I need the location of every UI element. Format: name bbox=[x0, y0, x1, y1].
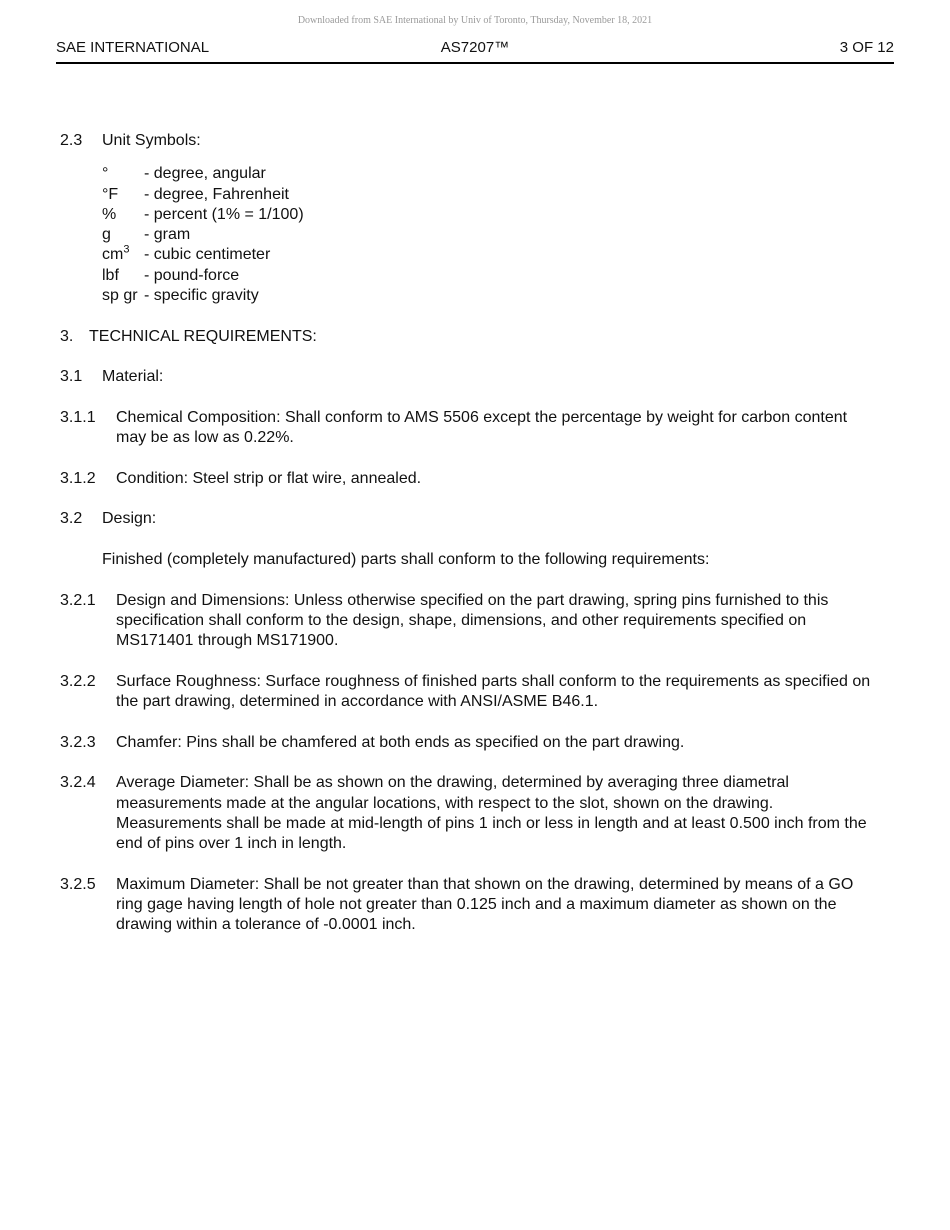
unit-symbol-row bbox=[60, 286, 880, 306]
unit-description: - percent (1% = 1/100) bbox=[144, 205, 304, 223]
section-3-2-2 bbox=[60, 672, 880, 713]
section-title: Design: bbox=[102, 510, 157, 528]
section-number: 3.2.3 bbox=[60, 733, 96, 751]
header-page-number: 3 OF 12 bbox=[839, 39, 894, 56]
unit-symbol-row bbox=[60, 225, 880, 245]
section-number: 3.2 bbox=[60, 510, 83, 528]
section-text: Maximum Diameter: Shall be not greater than that shown on the drawing, determined by means of a GO ring gage having length of hole not greater than 0.125 inch and a maximum diameter as shown on the drawing within a tolerance of -0.0001 inch. bbox=[116, 875, 854, 934]
section-3-2-3 bbox=[60, 733, 880, 753]
section-text: Chamfer: Pins shall be chamfered at both ends as specified on the part drawing. bbox=[116, 733, 685, 751]
section-3-1-2 bbox=[60, 469, 880, 489]
section-number: 3.2.4 bbox=[60, 774, 96, 792]
section-3-2-1 bbox=[60, 591, 880, 652]
section-3-heading bbox=[60, 327, 880, 347]
unit-description: - gram bbox=[144, 226, 191, 244]
unit-description: - cubic centimeter bbox=[144, 246, 271, 264]
unit-symbol: lbf bbox=[102, 266, 119, 284]
section-intro-text: Finished (completely manufactured) parts shall conform to the following requirements: bbox=[102, 550, 710, 568]
unit-symbol: % bbox=[102, 205, 117, 223]
unit-description: - degree, Fahrenheit bbox=[144, 185, 289, 203]
unit-symbol-row bbox=[60, 245, 880, 265]
section-number: 3.2.5 bbox=[60, 875, 96, 893]
unit-symbol-base: cm bbox=[102, 246, 124, 264]
section-3-2-4 bbox=[60, 773, 880, 854]
unit-symbol-row bbox=[60, 205, 880, 225]
header-doc-number: AS7207™ bbox=[440, 39, 510, 56]
section-number: 3. bbox=[60, 327, 74, 345]
section-title: Material: bbox=[102, 368, 164, 386]
unit-symbol bbox=[102, 245, 129, 265]
section-number: 3.1.1 bbox=[60, 408, 96, 426]
section-title: Unit Symbols: bbox=[102, 132, 201, 149]
page-header bbox=[56, 38, 894, 64]
section-3-1-heading bbox=[60, 367, 880, 387]
section-3-2-5 bbox=[60, 875, 880, 936]
section-text: Surface Roughness: Surface roughness of finished parts shall conform to the requirements as specified on the part drawing, determined in accordance with ANSI/ASME B46.1. bbox=[116, 672, 871, 711]
section-number: 2.3 bbox=[60, 132, 83, 149]
download-watermark: Downloaded from SAE International by Univ of Toronto, Thursday, November 18, 2021 bbox=[297, 15, 653, 26]
unit-symbol: sp gr bbox=[102, 287, 138, 305]
section-number: 3.2.1 bbox=[60, 591, 96, 609]
document-body bbox=[60, 131, 880, 936]
unit-symbol: ° bbox=[102, 165, 109, 183]
unit-description: - pound-force bbox=[144, 266, 240, 284]
section-text: Condition: Steel strip or flat wire, annealed. bbox=[116, 469, 422, 487]
unit-symbol-row bbox=[60, 185, 880, 205]
section-number: 3.1.2 bbox=[60, 469, 96, 487]
section-title: TECHNICAL REQUIREMENTS: bbox=[89, 327, 317, 345]
section-2-3-heading bbox=[60, 131, 880, 151]
section-text: Chemical Composition: Shall conform to AMS 5506 except the percentage by weight for carbon content may be as low as 0.22%. bbox=[116, 408, 848, 447]
section-3-2-intro bbox=[60, 550, 880, 570]
section-number: 3.2.2 bbox=[60, 672, 96, 690]
unit-description: - specific gravity bbox=[144, 287, 259, 305]
unit-symbol-exponent: 3 bbox=[123, 244, 130, 257]
header-org: SAE INTERNATIONAL bbox=[56, 39, 210, 56]
unit-symbol-row bbox=[60, 164, 880, 184]
unit-symbol: g bbox=[102, 226, 111, 244]
unit-description: - degree, angular bbox=[144, 165, 266, 183]
section-3-2-heading bbox=[60, 509, 880, 529]
section-text: Design and Dimensions: Unless otherwise specified on the part drawing, spring pins furnished to this specification shall conform to the design, shape, dimensions, and other requirements specified on MS171401 through MS171900. bbox=[116, 591, 829, 650]
unit-symbol: °F bbox=[102, 185, 119, 203]
unit-symbol-row bbox=[60, 266, 880, 286]
section-text: Average Diameter: Shall be as shown on the drawing, determined by averaging three diametral measurements made at the angular locations, with respect to the slot, shown on the drawing. Measurements shall be made at mid-length of pins 1 inch or less in length and at least 0.500 inch from the end of pins over 1 inch in length. bbox=[116, 774, 867, 853]
section-3-1-1 bbox=[60, 408, 880, 449]
section-number: 3.1 bbox=[60, 368, 83, 386]
